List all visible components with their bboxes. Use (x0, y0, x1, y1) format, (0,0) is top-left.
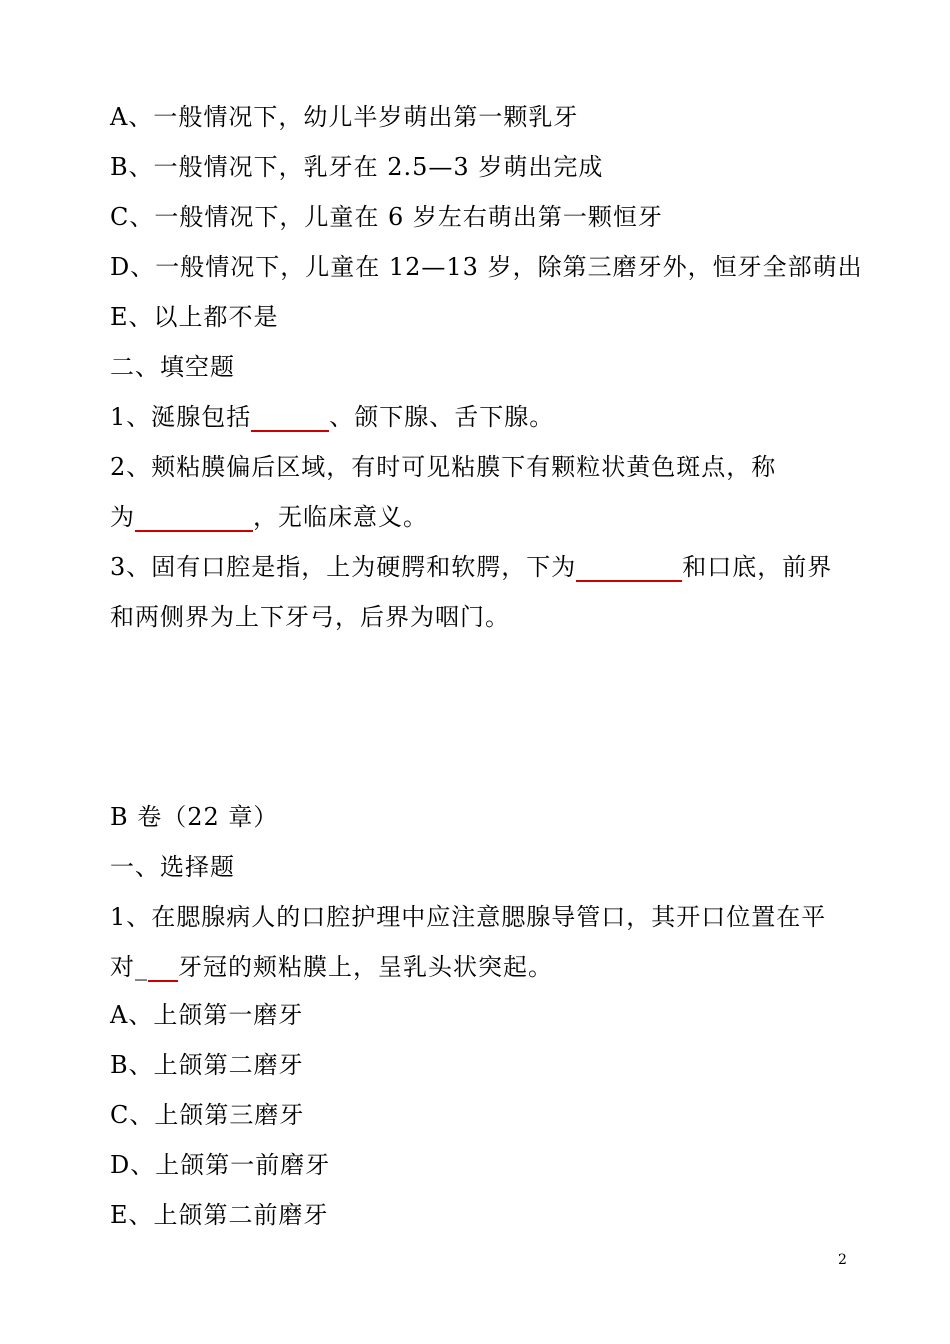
cq1-text-after: 牙冠的颊粘膜上，呈乳头状突起。 (178, 953, 553, 981)
fill-question-2-line-1 (110, 452, 846, 482)
option-e: E、以上都不是 (110, 303, 279, 331)
option-b: B、一般情况下，乳牙在 2.5—3 岁萌出完成 (110, 153, 604, 181)
answer-blank[interactable] (148, 952, 178, 982)
cq1-text-before: 对_ (110, 953, 148, 981)
choice-option-c: C、上颌第三磨牙 (110, 1101, 305, 1129)
q2-text-line1: 2、颊粘膜偏后区域，有时可见粘膜下有颗粒状黄色斑点，称 (110, 453, 777, 481)
answer-blank[interactable] (576, 552, 682, 582)
section-heading-choice: 一、选择题 (110, 853, 235, 881)
answer-blank[interactable] (251, 402, 329, 432)
fill-question-1 (110, 402, 554, 432)
answer-blank[interactable] (135, 502, 253, 532)
choice-question-1-line-1: 1、在腮腺病人的口腔护理中应注意腮腺导管口，其开口位置在平 (110, 903, 827, 931)
section-title-b: B 卷（22 章） (110, 803, 279, 831)
choice-option-a: A、上颌第一磨牙 (110, 1001, 304, 1029)
choice-question-1-line-2 (110, 952, 553, 982)
choice-option-e: E、上颌第二前磨牙 (110, 1201, 329, 1229)
section-heading-fill: 二、填空题 (110, 353, 235, 381)
option-c: C、一般情况下，儿童在 6 岁左右萌出第一颗恒牙 (110, 203, 663, 231)
q1-text-before: 1、涎腺包括 (110, 403, 252, 431)
page-number: 2 (838, 1252, 847, 1268)
fill-question-3-line-1 (110, 552, 832, 582)
option-a: A、一般情况下，幼儿半岁萌出第一颗乳牙 (110, 103, 579, 131)
q3-text-before: 3、固有口腔是指，上为硬腭和软腭，下为 (110, 553, 577, 581)
q1-text-after: 、颌下腺、舌下腺。 (329, 403, 555, 431)
option-d: D、一般情况下，儿童在 12—13 岁，除第三磨牙外，恒牙全部萌出 (110, 253, 863, 281)
choice-option-d: D、上颌第一前磨牙 (110, 1151, 331, 1179)
q2-text-before: 为 (110, 503, 135, 531)
fill-question-2-line-2 (110, 502, 428, 532)
fill-question-3-line-2: 和两侧界为上下牙弓，后界为咽门。 (110, 603, 510, 631)
q3-text-after: 和口底，前界 (682, 553, 833, 581)
choice-option-b: B、上颌第二磨牙 (110, 1051, 304, 1079)
q2-text-after: ，无临床意义。 (253, 503, 428, 531)
